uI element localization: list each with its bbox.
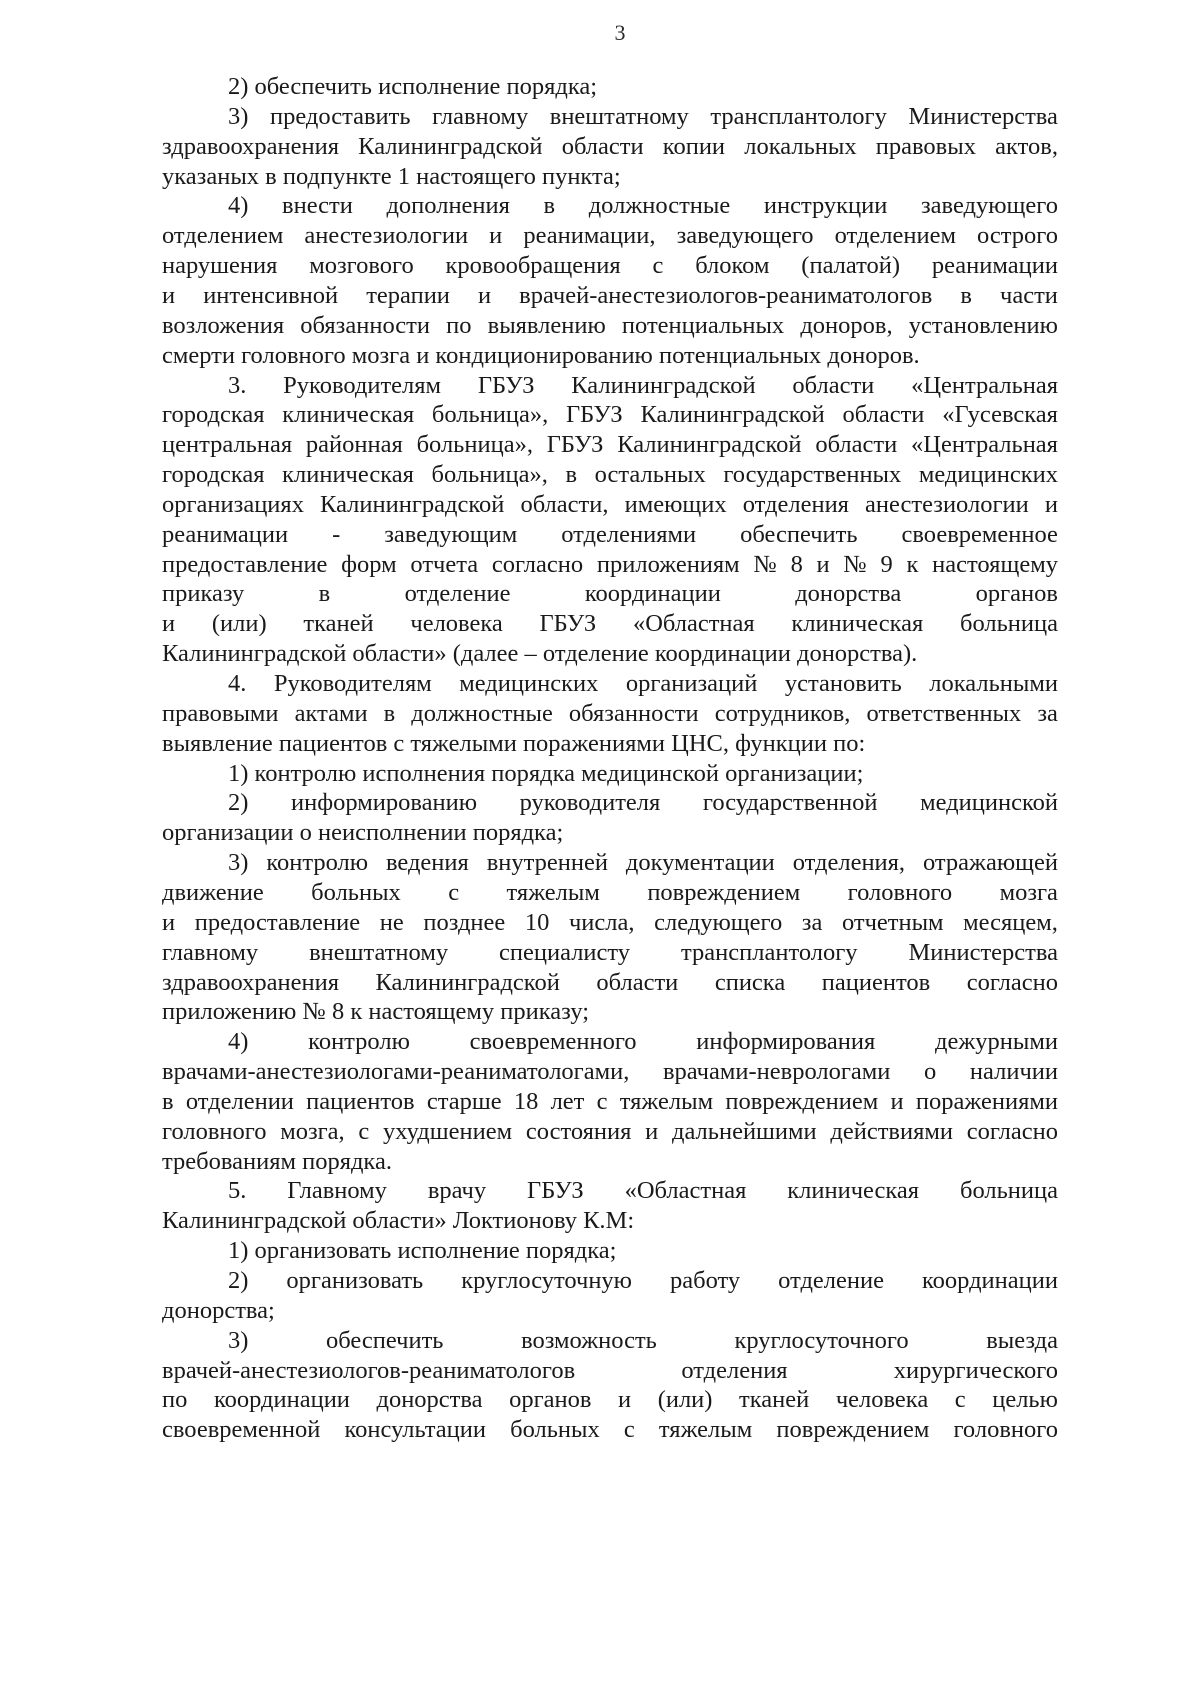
word: 3) <box>228 102 249 130</box>
word: 2) <box>228 789 249 817</box>
word: Главному <box>287 1177 387 1205</box>
word: районная <box>305 431 403 459</box>
word: области <box>792 371 875 399</box>
word: Калининградской <box>640 401 825 429</box>
word: 9 <box>880 550 893 578</box>
word: лет <box>550 1087 585 1115</box>
word: и <box>645 1117 659 1145</box>
word: тяжелым <box>619 1087 714 1115</box>
word: консультации <box>344 1416 486 1444</box>
word: за <box>1037 699 1058 727</box>
word: доноров, <box>800 311 893 339</box>
word: хирургического <box>893 1356 1058 1384</box>
word: в <box>565 461 578 489</box>
word: установлению <box>908 311 1058 339</box>
word: области <box>815 431 898 459</box>
word: приложениям <box>596 550 740 578</box>
word: ГБУЗ <box>539 610 597 638</box>
word: тяжелым <box>506 878 600 906</box>
word: острого <box>977 222 1058 250</box>
word: в <box>383 699 396 727</box>
word: больница <box>960 610 1058 638</box>
word: по <box>446 311 472 339</box>
word: трансплантологу <box>681 938 858 966</box>
word: дополнения <box>386 192 510 220</box>
word: врачами-анестезиологами-реаниматологами, <box>162 1058 630 1086</box>
text-line <box>228 669 1058 699</box>
word: действиями <box>830 1117 953 1145</box>
text-line: смерти головного мозга и кондиционированию потенциальных доноров. <box>162 341 920 369</box>
text-line <box>162 550 1058 580</box>
word: и <box>618 1386 632 1414</box>
text-line <box>162 699 1058 729</box>
word: выезда <box>986 1326 1058 1354</box>
word: клиническая <box>791 610 924 638</box>
word: ГБУЗ <box>527 1177 584 1205</box>
word: форм <box>341 550 397 578</box>
word: состояния <box>525 1117 632 1145</box>
word: № <box>843 550 867 578</box>
word: медицинских <box>918 461 1058 489</box>
text-line <box>228 1027 1058 1057</box>
word: отделение <box>778 1267 884 1294</box>
word: Министерства <box>908 938 1058 966</box>
word: и <box>162 908 176 936</box>
word: месяцем, <box>963 908 1058 936</box>
word: заведующего <box>920 192 1058 220</box>
word: по <box>162 1386 188 1414</box>
word: повреждением <box>776 1416 930 1444</box>
text-line: Калининградской области» Локтионову К.М: <box>162 1207 635 1235</box>
word: правовыми <box>162 699 279 727</box>
word: актов, <box>995 132 1058 160</box>
word: с <box>596 1087 608 1115</box>
word: обязанности <box>300 311 430 339</box>
text-line <box>162 968 1058 998</box>
word: области, <box>520 490 609 518</box>
word: контролю <box>308 1028 410 1056</box>
word: государственной <box>702 789 878 817</box>
word: Калининградской <box>617 431 802 459</box>
word: отражающей <box>922 849 1058 877</box>
word: согласно <box>491 550 584 578</box>
page-number: 3 <box>614 20 626 45</box>
text-line: приложению № 8 к настоящему приказу; <box>162 998 590 1026</box>
word: органов <box>975 580 1058 608</box>
word: внештатному <box>309 938 449 966</box>
word: Министерства <box>908 102 1058 130</box>
word: с <box>623 1416 635 1444</box>
word: головного <box>953 1416 1058 1444</box>
word: работу <box>669 1267 741 1294</box>
word: отчетным <box>841 908 944 936</box>
word: остальных <box>594 461 706 489</box>
word: не <box>379 908 404 936</box>
text-line <box>162 579 1058 609</box>
word: организовать <box>286 1267 424 1294</box>
word: должностные <box>411 699 553 727</box>
word: мозга <box>999 878 1058 906</box>
word: о <box>924 1058 937 1086</box>
word: возможность <box>521 1326 657 1354</box>
word: должностные <box>588 192 731 220</box>
word: целью <box>992 1386 1058 1414</box>
text-line <box>162 609 1058 639</box>
word: и <box>477 281 492 309</box>
word: согласно <box>966 1117 1058 1145</box>
word: 3) <box>228 1326 249 1354</box>
word: больница», <box>431 461 548 489</box>
word: 4. <box>228 670 247 697</box>
word: ответственных <box>866 699 1022 727</box>
word: координации <box>922 1267 1058 1294</box>
word: клиническая <box>282 461 414 489</box>
word: реанимации, <box>523 222 656 250</box>
word: локальных <box>744 132 857 160</box>
word: старше <box>426 1087 502 1115</box>
word: и <box>816 550 830 578</box>
word: 2) <box>228 1267 249 1294</box>
word: ведения <box>385 849 469 877</box>
word: в <box>162 1087 174 1115</box>
word: клиническая <box>787 1177 920 1205</box>
word: тяжелым <box>658 1416 753 1444</box>
word: «Центральная <box>911 371 1058 399</box>
word: реанимации <box>931 252 1058 280</box>
word: реанимации <box>162 520 289 548</box>
word: своевременного <box>469 1028 637 1056</box>
word: 8 <box>790 550 803 578</box>
word: с <box>954 1386 966 1414</box>
word: пациентов <box>821 968 931 996</box>
word: с <box>652 252 664 280</box>
word: отделения <box>681 1356 788 1384</box>
word: медицинской <box>920 789 1058 817</box>
word: и <box>489 222 503 250</box>
word: «Гусевская <box>942 401 1058 429</box>
word: заведующим <box>384 520 518 548</box>
word: движение <box>162 878 264 906</box>
word: поражениями <box>915 1087 1058 1115</box>
word: правовых <box>875 132 976 160</box>
word: городская <box>162 461 265 489</box>
text-line <box>228 848 1058 878</box>
word: наличии <box>969 1058 1058 1086</box>
word: заведующего <box>676 222 814 250</box>
word: ухудшением <box>383 1117 513 1145</box>
word: специалисту <box>499 938 631 966</box>
word: мозга, <box>280 1117 345 1145</box>
word: с <box>448 878 460 906</box>
word: области <box>842 401 925 429</box>
word: больных <box>311 878 401 906</box>
text-line: 1) контролю исполнения порядка медицинской организации; <box>228 759 864 787</box>
word: и <box>1044 490 1058 518</box>
word: врачу <box>427 1177 487 1205</box>
word: выявлению <box>487 311 606 339</box>
word: актами <box>294 699 368 727</box>
word: приказу <box>162 580 245 608</box>
text-line <box>162 1356 1058 1386</box>
text-line: выявление пациентов с тяжелыми поражениями ЦНС, функции по: <box>162 729 866 757</box>
word: (палатой) <box>801 252 901 280</box>
word: части <box>1000 281 1058 309</box>
word: отделения <box>742 490 849 518</box>
word: врачей-анестезиологов-реаниматологов <box>162 1356 576 1384</box>
word: пациентов <box>306 1087 415 1115</box>
word: копии <box>662 132 726 160</box>
word: обеспечить <box>740 520 858 548</box>
word: здравоохранения <box>162 132 339 160</box>
word: в <box>543 192 556 220</box>
word: 10 <box>524 908 550 936</box>
word: организаций <box>625 670 758 697</box>
text-line: организации о неисполнении порядка; <box>162 819 564 847</box>
word: Калининградской <box>375 968 560 996</box>
word: и <box>162 610 176 638</box>
word: «Областная <box>632 610 755 638</box>
text-line: 2) обеспечить исполнение порядка; <box>228 73 598 100</box>
word: анестезиологии <box>865 490 1029 518</box>
word: области <box>561 132 644 160</box>
text-line <box>162 1087 1058 1117</box>
word: в <box>960 281 972 309</box>
word: № <box>753 550 777 578</box>
word: главному <box>162 938 259 966</box>
word: круглосуточную <box>461 1267 632 1294</box>
word: «Центральная <box>911 431 1058 459</box>
word: здравоохранения <box>162 968 339 996</box>
text-line <box>162 251 1058 281</box>
word: больных <box>510 1416 600 1444</box>
word: повреждением <box>647 878 801 906</box>
word: блоком <box>695 252 770 280</box>
word: 4) <box>228 192 249 220</box>
word: руководителя <box>519 789 661 817</box>
word: отделением <box>162 222 284 250</box>
word: отделениями <box>561 520 697 548</box>
word: отделение <box>404 580 511 608</box>
text-line <box>162 908 1058 938</box>
word: контролю <box>266 849 369 877</box>
word: числа, <box>568 908 635 936</box>
text-line <box>162 938 1058 968</box>
word: клиническая <box>282 401 415 429</box>
text-line <box>228 371 1058 401</box>
word: информирования <box>696 1028 876 1056</box>
word: с <box>358 1117 370 1145</box>
word: Руководителям <box>273 670 432 697</box>
text-line <box>162 878 1058 908</box>
word: больница», <box>416 431 533 459</box>
word: (или) <box>657 1386 713 1414</box>
word: повреждением <box>725 1087 879 1115</box>
text-line <box>228 788 1058 818</box>
word: координации <box>584 580 721 608</box>
word: 4) <box>228 1028 249 1056</box>
word: инструкции <box>763 192 888 220</box>
text-line <box>228 102 1058 132</box>
word: настоящему <box>932 550 1058 578</box>
word: координации <box>213 1386 350 1414</box>
word: Калининградской <box>320 490 505 518</box>
word: головного <box>162 1117 267 1145</box>
word: установить <box>784 670 902 697</box>
word: кровообращения <box>445 252 621 280</box>
word: следующего <box>654 908 783 936</box>
word: информированию <box>291 789 478 817</box>
text-line: донорства; <box>162 1296 275 1324</box>
word: области <box>596 968 679 996</box>
text-line: Калининградской области» (далее – отделение координации донорства). <box>162 640 918 668</box>
word: и <box>890 1087 904 1115</box>
text-line <box>162 221 1058 251</box>
word: внутренней <box>486 849 608 877</box>
word: организациях <box>162 490 304 518</box>
word: государственных <box>723 461 902 489</box>
word: трансплантологу <box>710 102 887 130</box>
word: обеспечить <box>326 1326 444 1354</box>
word: городская <box>162 401 265 429</box>
word: тканей <box>739 1386 810 1414</box>
text-line: требованиям порядка. <box>162 1147 392 1175</box>
word: больница <box>959 1177 1058 1205</box>
word: предоставить <box>269 102 411 130</box>
text-line <box>162 1117 1058 1147</box>
word: списка <box>714 968 786 996</box>
word: медицинских <box>459 670 599 697</box>
word: своевременной <box>162 1416 321 1444</box>
word: терапии <box>366 281 450 309</box>
word: тканей <box>303 610 374 638</box>
word: возложения <box>162 311 285 339</box>
word: больница», <box>431 401 549 429</box>
word: предоставление <box>162 550 328 578</box>
word: отчета <box>410 550 479 578</box>
text-line <box>162 281 1058 311</box>
word: отделения, <box>792 849 906 877</box>
word: головного <box>847 878 953 906</box>
word: Калининградской <box>358 132 543 160</box>
word: за <box>801 908 823 936</box>
word: позднее <box>423 908 506 936</box>
word: - <box>332 520 341 548</box>
word: в <box>318 580 331 608</box>
word: ГБУЗ <box>566 401 623 429</box>
word: 18 <box>513 1087 539 1115</box>
word: органов <box>509 1386 592 1414</box>
word: потенциальных <box>621 311 785 339</box>
word: «Областная <box>624 1177 747 1205</box>
word: круглосуточного <box>734 1326 909 1354</box>
word: внештатному <box>549 102 689 130</box>
word: отделении <box>185 1087 294 1115</box>
text-line <box>162 520 1058 550</box>
text-line <box>162 132 1058 162</box>
word: документации <box>625 849 775 877</box>
word: имеющих <box>624 490 727 518</box>
word: интенсивной <box>203 281 339 309</box>
word: дежурными <box>934 1028 1058 1056</box>
text-line <box>162 1415 1058 1445</box>
text-line <box>162 311 1058 341</box>
word: Руководителям <box>283 371 442 399</box>
word: ГБУЗ <box>546 431 604 459</box>
word: 5. <box>228 1177 247 1205</box>
word: 3) <box>228 849 249 877</box>
word: донорства <box>795 580 902 608</box>
word: врачами-неврологами <box>662 1058 891 1086</box>
word: дальнейшими <box>672 1117 817 1145</box>
word: предоставление <box>194 908 361 936</box>
text-line <box>162 460 1058 490</box>
word: согласно <box>966 968 1058 996</box>
word: мозгового <box>309 252 414 280</box>
word: своевременное <box>901 520 1058 548</box>
word: врачей-анестезиологов-реаниматологов <box>519 281 933 309</box>
word: внести <box>282 192 353 220</box>
word: человека <box>835 1386 929 1414</box>
word: и <box>162 281 176 309</box>
text-line <box>228 1326 1058 1356</box>
text-line <box>228 1176 1058 1206</box>
text-line <box>228 191 1058 221</box>
text-line <box>162 400 1058 430</box>
word: к <box>906 550 919 578</box>
word: отделением <box>834 222 956 250</box>
word: 3. <box>228 371 247 399</box>
word: ГБУЗ <box>477 371 535 399</box>
word: главному <box>432 102 529 130</box>
text-line <box>162 1385 1058 1415</box>
word: центральная <box>162 431 293 459</box>
word: Калининградской <box>571 371 756 399</box>
word: локальными <box>929 670 1058 697</box>
text-line <box>228 1266 1058 1296</box>
text-line <box>162 490 1058 520</box>
word: обязанности <box>568 699 699 727</box>
word: нарушения <box>162 252 278 280</box>
text-line <box>162 1057 1058 1087</box>
word: человека <box>410 610 503 638</box>
word: (или) <box>211 610 267 638</box>
word: сотрудников, <box>714 699 851 727</box>
text-line: указаных в подпункте 1 настоящего пункта; <box>162 162 621 190</box>
text-line <box>162 430 1058 460</box>
text-line: 1) организовать исполнение порядка; <box>228 1237 617 1265</box>
word: донорства <box>376 1386 483 1414</box>
word: анестезиологии <box>304 222 469 250</box>
